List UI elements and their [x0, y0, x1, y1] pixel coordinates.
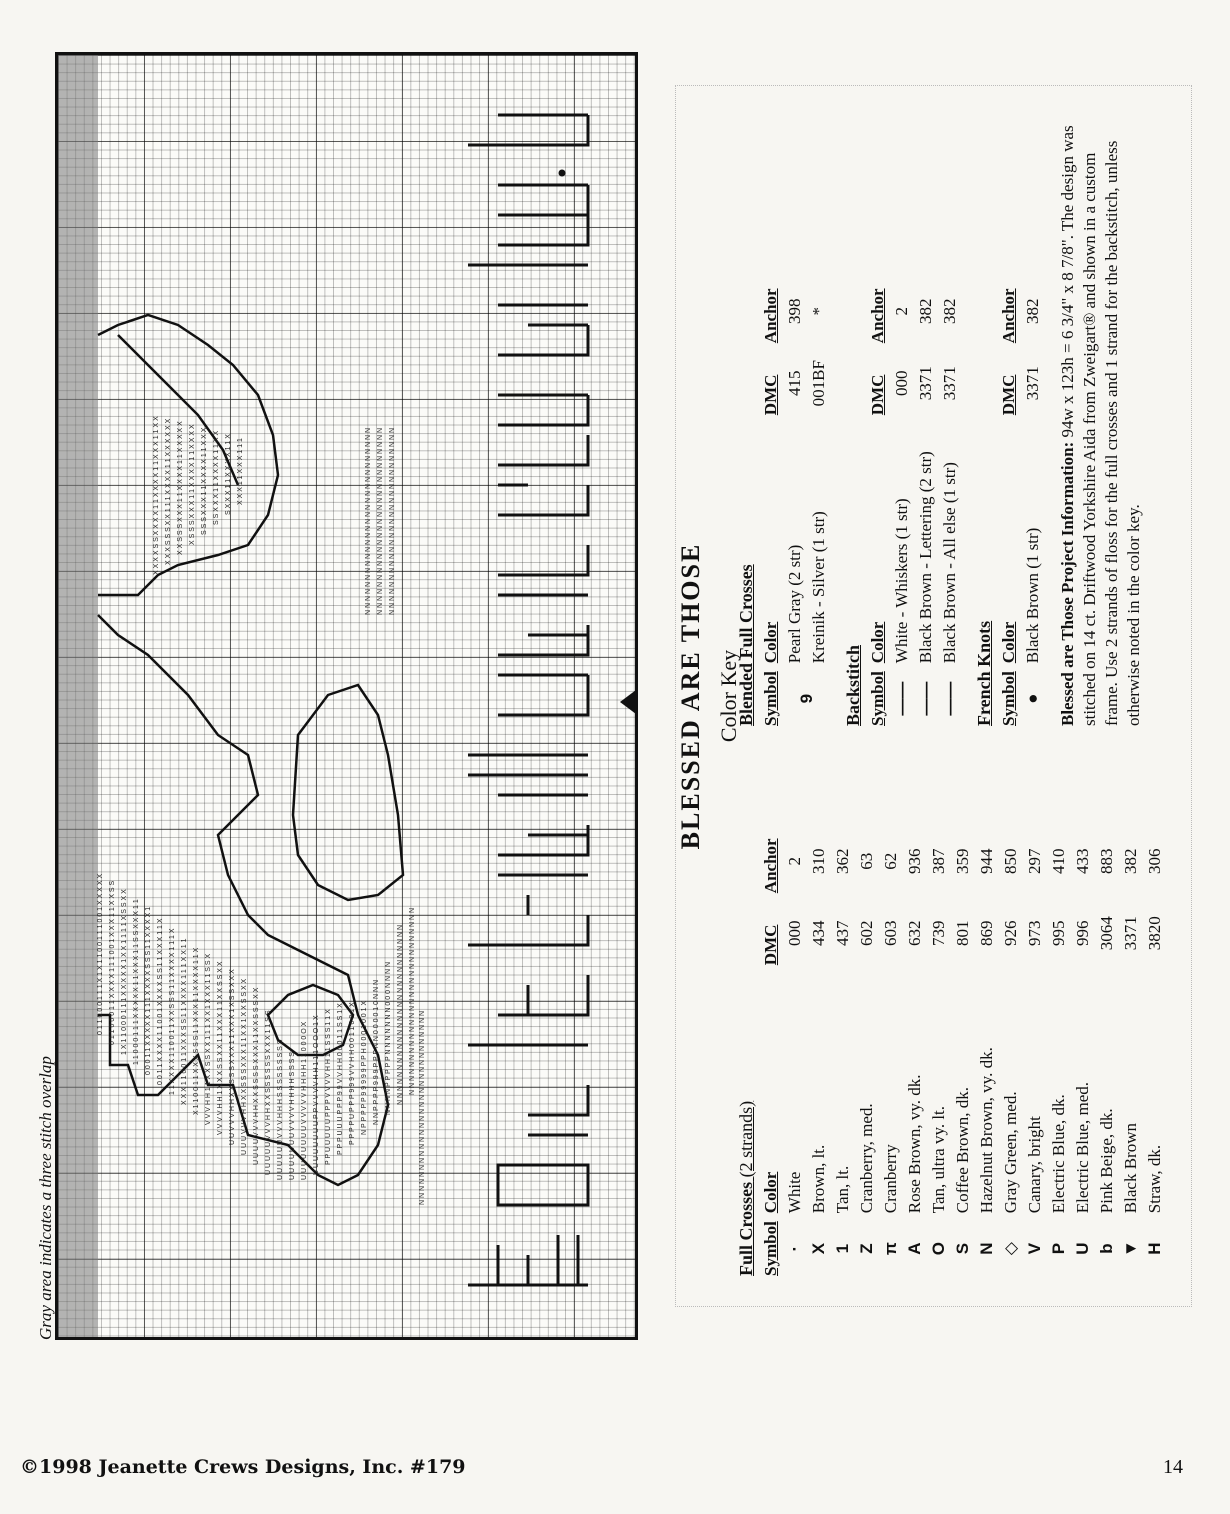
table-row [1143, 821, 1167, 1276]
svg-text:U U U U U U U V V V V H H H H: U U U U U U U V V V V H H H H S S S S [289, 1052, 296, 1180]
table-row [1119, 821, 1143, 1276]
anchor-number: 382 [1023, 298, 1042, 324]
dmc-number: 603 [881, 920, 900, 946]
overlap-note: Gray area indicates a three stitch overlap [36, 1056, 55, 1340]
dmc-number: 3064 [1097, 916, 1116, 951]
symbol-glyph: N [977, 1242, 996, 1255]
table-row [890, 271, 914, 726]
key-subtitle: Color Key [716, 649, 741, 743]
col-color: Color [999, 621, 1018, 664]
anchor-number: 410 [1049, 848, 1068, 874]
col-symbol: Symbol [868, 671, 887, 726]
anchor-number: 382 [916, 298, 935, 324]
table-row [1071, 821, 1095, 1276]
svg-text:S S X X X 1 1 X X X X 1 1 X X: S S X X X 1 1 X X X X 1 1 X X [213, 430, 220, 525]
symbol-glyph: S [953, 1242, 972, 1255]
project-info-label: Blessed are Those Project Information: [1058, 441, 1077, 726]
svg-text:P P P U U U P P P 9 9 V V H H: P P P U U U P P P 9 9 V V H H 0 0 0 1 1 S S 1 X [337, 1003, 344, 1155]
dmc-number: 602 [857, 920, 876, 946]
anchor-number: 306 [1145, 848, 1164, 874]
table-row [1047, 821, 1071, 1276]
dmc-number: 3371 [1023, 366, 1042, 401]
symbol-glyph: Z [857, 1243, 876, 1254]
color-name: Black Brown - All else (1 str) [940, 462, 959, 664]
center-marker [620, 690, 636, 714]
backstitch-line-icon: —— [892, 681, 911, 716]
svg-text:P P P P U P P P 9 9 9 V V H H: P P P P U P P P 9 9 9 V V H H 0 0 1 1 0 0 1 X [349, 1002, 356, 1145]
table-row [975, 821, 999, 1276]
symbol-glyph: V [1025, 1242, 1044, 1255]
svg-text:X X X S S S X X 1 1 1 X X X X: X X X S S S X X 1 1 1 X X X X 1 1 X X X X X X [165, 418, 172, 565]
table-row [807, 821, 831, 1276]
table-row [807, 271, 831, 726]
full-crosses-table [761, 821, 1167, 1276]
table-row [951, 821, 975, 1276]
table-row [927, 821, 951, 1276]
svg-text:N N N N N N N N N N N N N N N: N N N N N N N N N N N N N N N N N N N N N N N N N N [397, 924, 404, 1105]
col-dmc: DMC [999, 374, 1018, 416]
anchor-number: 359 [953, 848, 972, 874]
color-name: Coffee Brown, dk. [953, 1086, 972, 1214]
backstitch-line-icon: —— [916, 681, 935, 716]
color-name: Electric Blue, dk. [1049, 1094, 1068, 1214]
anchor-number: 883 [1097, 848, 1116, 874]
color-name: Canary, bright [1025, 1116, 1044, 1214]
symbol-texture [97, 416, 426, 1205]
anchor-number: 382 [1121, 848, 1140, 874]
table-row [855, 821, 879, 1276]
color-name: Black Brown [1121, 1123, 1140, 1214]
svg-text:V V V V H H 1 X X X S S X X 1: V V V V H H 1 X X X S S X X 1 1 X X X 1 1 X X S S X X [217, 961, 224, 1135]
svg-text:N N N N P P P P P N N N N N N: N N N N P P P P P N N N N N N N 0 0 0 N N N N [385, 961, 392, 1115]
symbol-glyph: O [929, 1241, 948, 1256]
col-symbol: Symbol [999, 671, 1018, 726]
anchor-number: 398 [785, 298, 804, 324]
dmc-number: 000 [785, 920, 804, 946]
dmc-number: 3820 [1145, 916, 1164, 951]
svg-text:1 1 0 0 0 1 1 1 X X X X X 1 1: 1 1 0 0 0 1 1 1 X X X X X 1 1 X X X 1 1 S S X X X 1 1 [133, 899, 140, 1065]
table-row [1023, 821, 1047, 1276]
cat-head-outline [98, 315, 278, 595]
svg-text:S S S X X X 1 1 X X X X 1 1 X: S S S X X X 1 1 X X X X 1 1 X X X [201, 427, 208, 535]
col-color: Color [761, 621, 780, 664]
dmc-number: 995 [1049, 920, 1068, 946]
col-dmc: DMC [868, 374, 887, 416]
dmc-number: 801 [953, 920, 972, 946]
dmc-number: 869 [977, 920, 996, 946]
dmc-number: 3371 [940, 366, 959, 401]
full-crosses-heading: Full Crosses [736, 1181, 756, 1276]
color-name: Black Brown - Lettering (2 str) [916, 451, 935, 664]
col-dmc: DMC [761, 924, 780, 966]
svg-text:0 1 1 0 0 0 1 1 X X X X 1 1 1: 0 1 1 0 0 0 1 1 X X X X 1 1 1 0 0 1 X X X 1 1 X X S S [109, 880, 116, 1045]
dmc-number: 415 [785, 370, 804, 396]
full-crosses-note: (2 strands) [736, 1100, 756, 1178]
color-name: Black Brown (1 str) [1023, 527, 1042, 664]
col-anchor: Anchor [761, 288, 780, 344]
svg-text:P P U U U U U P P P V V V V H: P P U U U U U P P P V V V V H H 1 1 S S S 1 1 X [325, 1009, 332, 1165]
symbol-glyph: 1 [833, 1243, 852, 1254]
anchor-number: 63 [857, 852, 876, 870]
color-name: Electric Blue, med. [1073, 1081, 1092, 1214]
dmc-number: 3371 [916, 366, 935, 401]
svg-text:X X X 1 1 X X X 1 1 1: X X X 1 1 X X X 1 1 1 [237, 438, 244, 505]
key-title: BLESSED ARE THOSE [676, 542, 705, 850]
svg-text:N N N N N N N N N N N N N N N: N N N N N N N N N N N N N N N N N N N N N N N N N N N [389, 427, 396, 615]
anchor-number: 382 [940, 298, 959, 324]
anchor-number: * [809, 306, 828, 316]
symbol-glyph: ▼ [1121, 1240, 1140, 1258]
anchor-number: 2 [785, 856, 804, 866]
color-name: Tan, lt. [833, 1165, 852, 1214]
svg-text:U U U U V V V H H X X S S S S: U U U U V V V H H X X S S S S X X X 1 1 X X S S S X X [253, 987, 260, 1165]
lettering [468, 115, 588, 1285]
table-row [1021, 271, 1045, 726]
blended-section [736, 106, 831, 726]
color-name: Rose Brown, vy. dk. [905, 1074, 924, 1214]
svg-text:U U U U U U V V V H H H S S S: U U U U U U V V V H H H S S S S S S S S S [277, 1039, 284, 1180]
svg-text:X X X 1 1 0 0 1 1 X X X S S 1: X X X 1 1 0 0 1 1 X X X S S 1 1 X X X X 1 1 1 X X 1 1 [181, 938, 188, 1105]
anchor-number: 297 [1025, 848, 1044, 874]
svg-text:X S S S X X X 1 1 X X X X 1 1: X S S S X X X 1 1 X X X X 1 1 X X X X [189, 424, 196, 545]
table-row [914, 271, 938, 726]
svg-text:N N N N N N N N N N N N N N N: N N N N N N N N N N N N N N N N N N N N N N N N N N N N [419, 1010, 426, 1205]
svg-text:N N P P P P 9 9 9 P P P N N 0: N N P P P P 9 9 9 P P P N N 0 0 0 0 1 0 N N N [373, 979, 380, 1125]
symbol-glyph: P [1049, 1242, 1068, 1255]
svg-text:U U V V V H H X X S S S X X X: U U V V V H H X X S S S X X X 1 1 X X X 1 X S S X X X [229, 969, 236, 1145]
backstitch-heading: Backstitch [843, 645, 863, 726]
col-color: Color [868, 621, 887, 664]
anchor-number: 310 [809, 848, 828, 874]
col-anchor: Anchor [999, 288, 1018, 344]
copyright-footer: ©1998 Jeanette Crews Designs, Inc. #179 [20, 1456, 466, 1478]
dmc-number: 3371 [1121, 916, 1140, 951]
svg-text:X X S S S X X X 1 1 X X X X 1: X X S S S X X X 1 1 X X X X 1 1 X X X X X [177, 421, 184, 555]
table-row [783, 271, 807, 726]
anchor-number: 850 [1001, 848, 1020, 874]
svg-text:X X X X S S X X X X 1 1 X X X: X X X X S S X X X X 1 1 X X X X 1 1 X X X 1 1 X X [153, 416, 160, 575]
key-right-column [736, 106, 1145, 726]
color-name: Tan, ultra vy. lt. [929, 1105, 948, 1214]
svg-text:X 1 1 0 0 1 1 X X X S S S 1 1: X 1 1 0 0 1 1 X X X S S S 1 1 X X X 1 1 X X X X 1 1 X [193, 947, 200, 1115]
color-name: Kreinik - Silver (1 str) [809, 511, 828, 664]
dmc-number: 632 [905, 920, 924, 946]
svg-text:N P P P P P 9 9 9 9 9 P P H 0: N P P P P P 9 9 9 9 9 P P H 0 0 0 1 0 0 1 X [361, 1000, 368, 1135]
svg-text:S X X X 1 1 X X X X 1 1 X: S X X X 1 1 X X X X 1 1 X [225, 434, 232, 515]
symbol-glyph: H [1145, 1242, 1164, 1255]
svg-text:N N N N N N N N N N N N N N N: N N N N N N N N N N N N N N N N N N N N N N N N N N N [377, 427, 384, 615]
full-crosses-section [736, 756, 1167, 1276]
col-dmc: DMC [761, 374, 780, 416]
blended-symbol: 9 [797, 693, 816, 704]
dmc-number: 926 [1001, 920, 1020, 946]
table-row [783, 821, 807, 1276]
symbol-glyph: U [1073, 1242, 1092, 1255]
backstitch-line-icon: —— [940, 681, 959, 716]
svg-text:1 X 1 1 0 0 0 1 1 1 X X X X X: 1 X 1 1 0 0 0 1 1 1 X X X X X 1 X X 1 1 1 1 X S S X X [121, 889, 128, 1055]
svg-text:N N N N N N N N N N N N N N N: N N N N N N N N N N N N N N N N N N N N N N N N N N N [365, 427, 372, 615]
color-name: Pearl Gray (2 str) [785, 544, 804, 664]
french-knots-section [974, 106, 1045, 726]
symbol-glyph: X [809, 1242, 828, 1255]
svg-text:U U U V V V H H X X S S S X X: U U U V V V H H X X S S S X X X 1 1 X X 1 X X S S X X [241, 978, 248, 1155]
color-name: Gray Green, med. [1001, 1091, 1020, 1214]
page-number: 14 [1163, 1456, 1183, 1478]
col-symbol: Symbol [761, 1221, 780, 1276]
color-name: Hazelnut Brown, vy. dk. [977, 1047, 996, 1214]
symbol-glyph: b [1097, 1243, 1116, 1254]
color-name: Cranberry, med. [857, 1103, 876, 1214]
col-anchor: Anchor [761, 838, 780, 894]
project-info-text: 94w x 123h = 6 3/4" x 8 7/8". The design was stitched on 14 ct. Driftwood Yorkshire Aida from Zweigart® and shown in a custom frame. Use 2 strands of floss for the full crosses and 1 strand for the backstitch, unless otherwise noted in the color key. [1058, 125, 1143, 726]
svg-text:U U U U U U U U V V V V V H H: U U U U U U U U V V V V V H H H H 1 1 0 0 0 O X [301, 1021, 308, 1180]
svg-text:0 1 1 0 0 0 1 1 1 X 1 X 1 1 0: 0 1 1 0 0 0 1 1 1 X 1 X 1 1 0 0 1 1 1 0 0 1 X X X X X [97, 873, 104, 1035]
cross-stitch-chart [55, 52, 638, 1340]
backstitch-section [843, 106, 962, 726]
color-name: White - Whiskers (1 str) [892, 498, 911, 664]
anchor-number: 387 [929, 848, 948, 874]
col-color: Color [761, 1171, 780, 1214]
table-row [903, 821, 927, 1276]
anchor-number: 944 [977, 848, 996, 874]
french-knots-heading: French Knots [974, 620, 994, 726]
col-symbol: Symbol [761, 671, 780, 726]
svg-text:0 0 1 1 X X X X 1 1 0 0 1 X X: 0 0 1 1 X X X X 1 1 0 0 1 X X X X S S 1 1 X X X 1 1 X [157, 918, 164, 1085]
anchor-number: 2 [892, 306, 911, 316]
color-name: Brown, lt. [809, 1144, 828, 1214]
anchor-number: 62 [881, 852, 900, 870]
svg-text:U U U U U U U U P P V V V V H: U U U U U U U U P P V V V V H H 1 1 1 O O O 1 X [313, 1015, 320, 1175]
symbol-glyph: ◇ [1001, 1242, 1020, 1256]
anchor-number: 433 [1073, 848, 1092, 874]
svg-text:N N N N N N N N N N N N N N N: N N N N N N N N N N N N N N N N N N N N N N N N N N N [409, 907, 416, 1095]
color-name: White [785, 1171, 804, 1214]
dmc-number: 437 [833, 920, 852, 946]
svg-text:U U U U U V V V H H X X S S S: U U U U U V V V H H X X S S S S S S X X X 1 1 S S [265, 1010, 272, 1175]
symbol-glyph: π [881, 1242, 900, 1256]
period-knot [559, 170, 566, 177]
dmc-number: 996 [1073, 920, 1092, 946]
blended-heading: Blended Full Crosses [736, 564, 756, 726]
table-row [1095, 821, 1119, 1276]
french-knot-dot-icon: ● [1023, 693, 1042, 704]
color-name: Pink Beige, dk. [1097, 1108, 1116, 1214]
symbol-glyph: A [905, 1242, 924, 1255]
table-row [938, 271, 962, 726]
dmc-number: 973 [1025, 920, 1044, 946]
col-anchor: Anchor [868, 288, 887, 344]
dmc-number: 434 [809, 920, 828, 946]
svg-text:0 0 0 1 1 X X X X X 1 1 1 X X: 0 0 0 1 1 X X X X X 1 1 1 X X X X S S S 1 1 X X X X 1 [145, 906, 152, 1075]
chart-artwork [58, 55, 638, 1340]
table-row [831, 821, 855, 1276]
anchor-number: 362 [833, 848, 852, 874]
dmc-number: 001BF [809, 360, 828, 407]
project-info [1057, 116, 1145, 726]
dmc-number: 000 [892, 370, 911, 396]
symbol-glyph: · [785, 1245, 804, 1252]
bowl-outline [293, 685, 403, 900]
svg-text:1 1 X X X X 1 1 0 0 1 1 X X S: 1 1 X X X X 1 1 0 0 1 1 X X S S S 1 1 X X X X 1 1 1 X [169, 928, 176, 1095]
color-name: Straw, dk. [1145, 1144, 1164, 1214]
table-row [999, 821, 1023, 1276]
color-name: Cranberry [881, 1144, 900, 1214]
anchor-number: 936 [905, 848, 924, 874]
dmc-number: 739 [929, 920, 948, 946]
svg-text:V V V H H 1 1 X X S S X X 1 1: V V V H H 1 1 X X S S X X 1 1 1 X X 1 X X X 1 1 S S X [205, 953, 212, 1125]
color-key-panel [675, 85, 1192, 1307]
table-row [879, 821, 903, 1276]
